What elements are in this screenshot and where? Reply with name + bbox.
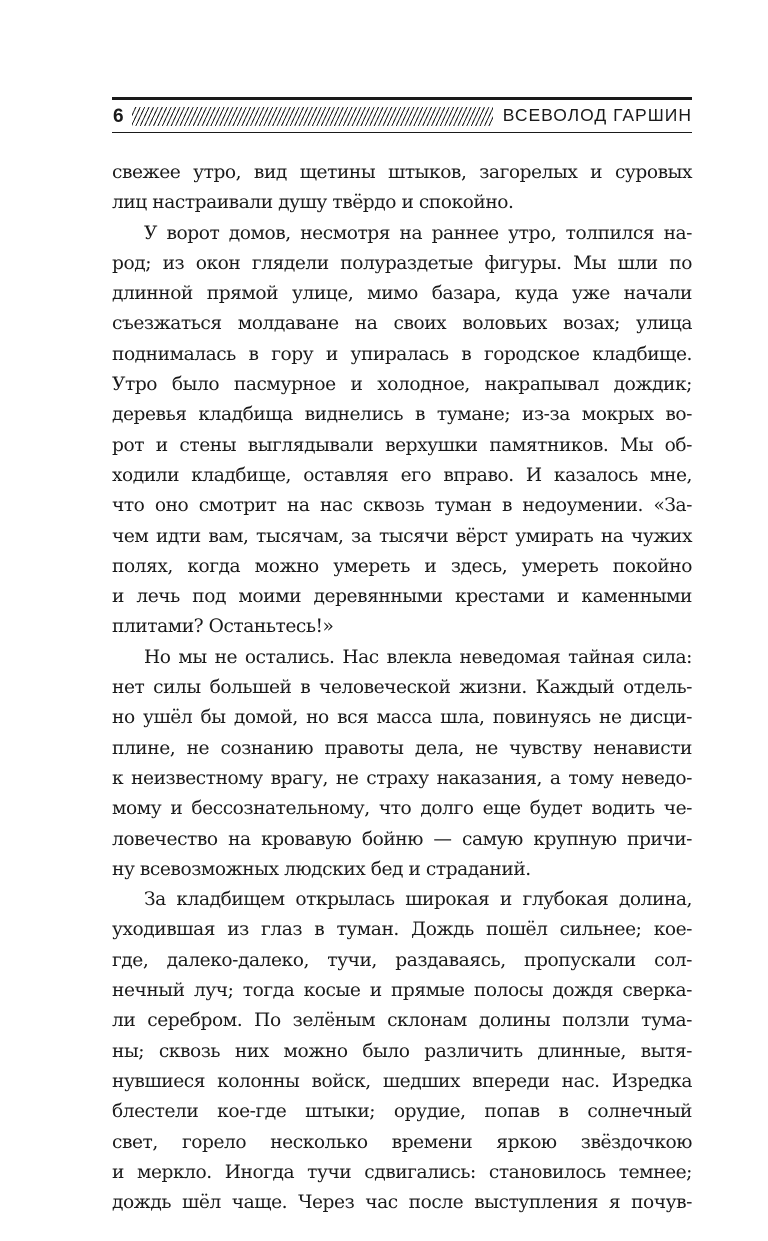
text-line: ходили кладбище, оставляя его вправо. И казалось мне, <box>112 464 692 486</box>
text-line: что оно смотрит на нас сквозь туман в недоумении. «За- <box>112 495 692 517</box>
text-line: мому и бессознательному, что долго еще будет водить че- <box>112 798 692 820</box>
decorative-hatch-rule <box>132 107 493 126</box>
text-line: и меркло. Иногда тучи сдвигались: становилось темнее; <box>112 1161 692 1183</box>
text-line: полях, когда можно умереть и здесь, умереть покойно <box>112 555 692 577</box>
page-number: 6 <box>113 105 124 127</box>
text-line: род; из окон глядели полураздетые фигуры. Мы шли по <box>112 252 692 274</box>
paragraph <box>112 219 692 643</box>
paragraph <box>112 885 692 1218</box>
paragraph <box>112 158 692 219</box>
text-line: рот и стены выглядывали верхушки памятников. Мы об- <box>112 434 692 456</box>
text-line: За кладбищем открылась широкая и глубокая долина, <box>144 889 692 911</box>
text-line: длинной прямой улице, мимо базара, куда уже начали <box>112 283 692 305</box>
text-line: ловечество на кровавую бойню — самую крупную причи- <box>112 828 692 850</box>
text-line: Утро было пасмурное и холодное, накрапывал дождик; <box>112 374 692 396</box>
text-line: блестели кое-где штыки; орудие, попав в солнечный <box>112 1101 692 1123</box>
text-line: и лечь под моими деревянными крестами и каменными <box>112 586 692 608</box>
text-line: свежее утро, вид щетины штыков, загорелых и суровых <box>112 162 692 183</box>
text-line: к неизвестному врагу, не страху наказания, а тому неведо- <box>112 767 692 789</box>
text-line: нувшиеся колонны войск, шедших впереди нас. Изредка <box>112 1070 692 1092</box>
text-line: но ушёл бы домой, но вся масса шла, повинуясь не дисци- <box>112 707 692 729</box>
text-line: плине, не сознанию правоты дела, не чувству ненависти <box>112 737 692 759</box>
text-line: чем идти вам, тысячам, за тысячи вёрст умирать на чужих <box>112 525 692 547</box>
text-line: ны; сквозь них можно было различить длинные, вытя- <box>112 1040 692 1062</box>
paragraph <box>112 643 692 885</box>
text-line: У ворот домов, несмотря на раннее утро, толпился на- <box>144 222 692 244</box>
running-header <box>112 97 692 133</box>
text-line: съезжаться молдаване на своих воловьих возах; улица <box>112 313 692 335</box>
text-line: поднималась в гору и упиралась в городское кладбище. <box>112 343 692 365</box>
text-line: лиц настраивали душу твёрдо и спокойно. <box>112 192 514 214</box>
text-line: ли серебром. По зелёным склонам долины ползли тума- <box>112 1010 692 1032</box>
text-line: плитами? Останьтесь!» <box>112 616 334 638</box>
text-line: нечный луч; тогда косые и прямые полосы дождя сверка- <box>112 980 692 1002</box>
text-line: ну всевозможных людских бед и страданий. <box>112 858 531 880</box>
text-line: нет силы большей в человеческой жизни. Каждый отдель- <box>112 677 692 699</box>
text-line: где, далеко-далеко, тучи, раздаваясь, пропускали сол- <box>112 949 692 971</box>
running-head-author: ВСЕВОЛОД ГАРШИН <box>502 105 692 126</box>
text-line: Но мы не остались. Нас влекла неведомая тайная сила: <box>144 646 692 668</box>
body-text <box>112 158 692 1218</box>
text-line: свет, горело несколько времени яркою звёздочкою <box>112 1131 692 1153</box>
text-line: деревья кладбища виднелись в тумане; из-за мокрых во- <box>112 404 692 426</box>
text-line: уходившая из глаз в туман. Дождь пошёл сильнее; кое- <box>112 919 692 941</box>
text-line: дождь шёл чаще. Через час после выступления я почув- <box>112 1192 692 1214</box>
